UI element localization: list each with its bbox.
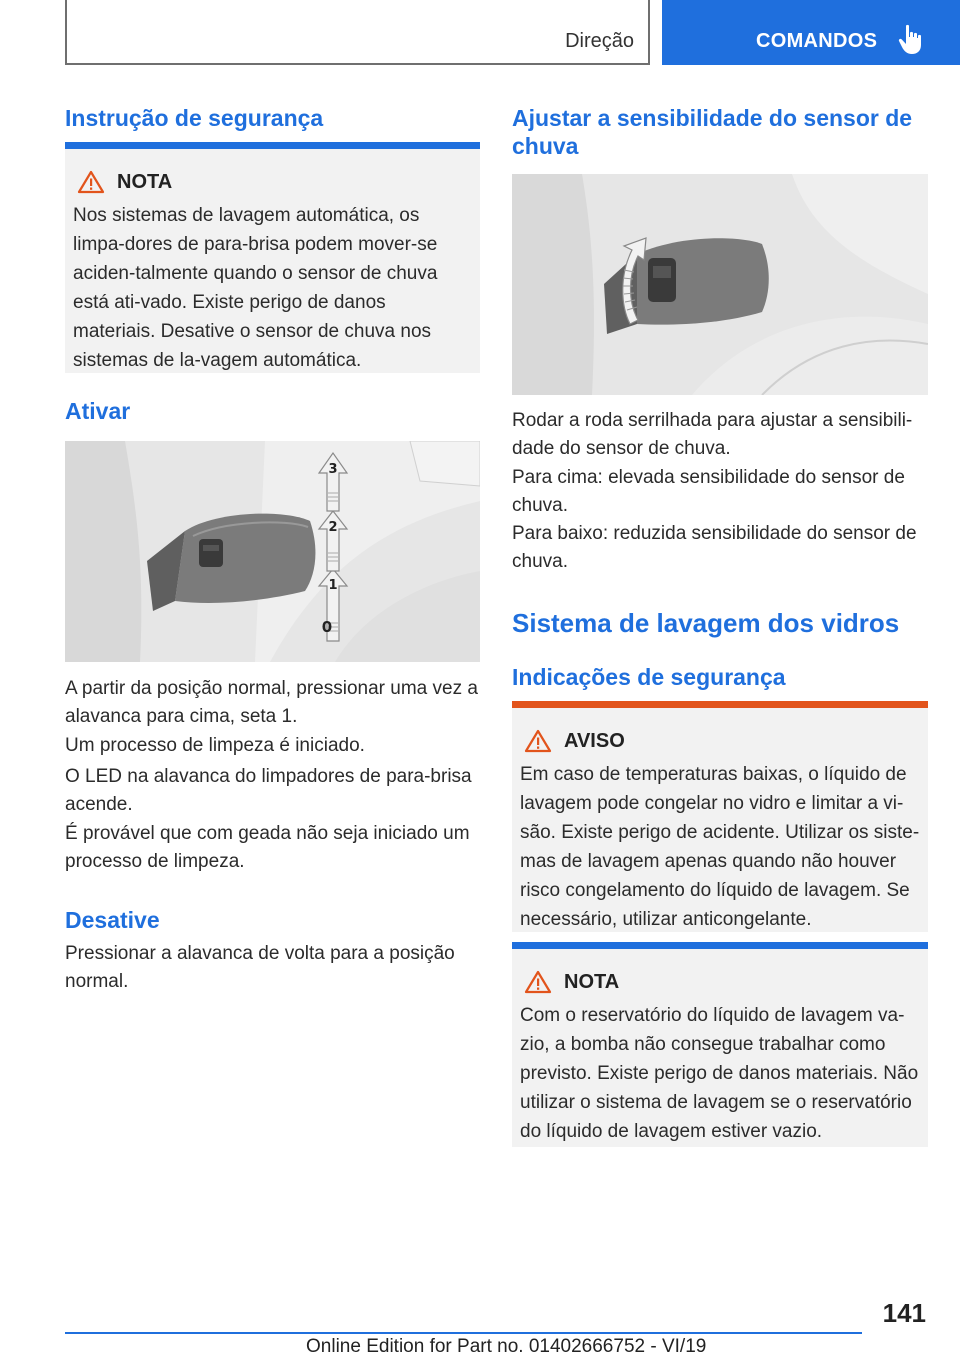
note2-header	[520, 969, 920, 995]
note-box-reservoir	[512, 949, 928, 1147]
warning-bar	[512, 701, 928, 708]
footer-edition: Online Edition for Part no. 01402666752 - VI/19	[306, 1336, 707, 1357]
warning-text: Em caso de temperaturas baixas, o líquido de lavagem pode congelar no vidro e limitar a vi-são. Existe perigo de acidente. Utilizar os siste-mas de lavagem apenas quando não houver risco congelamento do líquido de lavagem. Se necessário, utilizar anticongelante.	[520, 764, 920, 930]
warning-triangle-icon	[77, 170, 105, 194]
note2-text: Com o reservatório do líquido de lavagem va-zio, a bomba não consegue trabalhar como previsto. Existe perigo de danos materiais. Não utilizar o sistema de lavagem se o reservatório do líquido de lavagem estiver vazio.	[520, 1005, 919, 1142]
warning-triangle-icon	[524, 970, 552, 994]
warning-label: AVISO	[564, 729, 625, 752]
note-box-rain-sensor	[65, 149, 480, 373]
hand-pointer-icon	[897, 24, 925, 56]
header-chapter-tab[interactable]	[662, 0, 960, 65]
arrow-label-3: 3	[328, 462, 338, 477]
washer-safety-heading: Indicações de segurança	[512, 664, 786, 690]
note2-bar	[512, 942, 928, 949]
header-section-title: Direção	[565, 30, 634, 52]
note-text: Nos sistemas de lavagem automática, os limpa-dores de para-brisa podem mover-se aciden-talmente quando o sensor de chuva está ati-vado. Existe perigo de danos materiais. Desative o sensor de chuva nos sistemas de la-vagem automática.	[73, 205, 438, 371]
header-section-box	[65, 0, 650, 65]
position-label-0: 0	[321, 618, 333, 636]
activate-heading: Ativar	[65, 398, 131, 424]
washer-system-heading: Sistema de lavagem dos vidros	[512, 608, 900, 638]
warning-triangle-icon	[524, 729, 552, 753]
sensitivity-wheel-figure	[512, 174, 928, 395]
safety-instruction-heading: Instrução de segurança	[65, 105, 324, 131]
activate-paragraph-4: É provável que com geada não seja iniciado um processo de limpeza.	[65, 823, 470, 872]
sensitivity-paragraph-2: Para cima: elevada sensibilidade do sensor de chuva.	[512, 467, 905, 516]
deactivate-text: Pressionar a alavanca de volta para a posição normal.	[65, 943, 455, 992]
note2-label: NOTA	[564, 970, 620, 993]
header-chapter-label: COMANDOS	[756, 30, 878, 52]
lever-activate-figure	[65, 441, 480, 662]
arrow-label-2: 2	[328, 520, 338, 535]
activate-paragraph-2: Um processo de limpeza é iniciado.	[65, 735, 365, 756]
activate-paragraph-3: O LED na alavanca do limpadores de para-brisa acende.	[65, 766, 472, 815]
arrow-label-1: 1	[328, 578, 338, 593]
sensitivity-heading: Ajustar a sensibilidade do sensor de chuva	[512, 105, 913, 159]
footer-divider	[65, 1332, 862, 1334]
note-header	[73, 169, 472, 195]
warning-header	[520, 728, 920, 754]
deactivate-heading: Desative	[65, 907, 160, 933]
page-number: 141	[882, 1298, 926, 1328]
safety-heading-bar	[65, 142, 480, 149]
note-label: NOTA	[117, 170, 173, 193]
activate-paragraph-1: A partir da posição normal, pressionar uma vez a alavanca para cima, seta 1.	[65, 678, 478, 727]
warning-box	[512, 708, 928, 932]
sensitivity-paragraph-3: Para baixo: reduzida sensibilidade do sensor de chuva.	[512, 523, 917, 572]
sensitivity-paragraph-1: Rodar a roda serrilhada para ajustar a sensibili-dade do sensor de chuva.	[512, 410, 913, 459]
